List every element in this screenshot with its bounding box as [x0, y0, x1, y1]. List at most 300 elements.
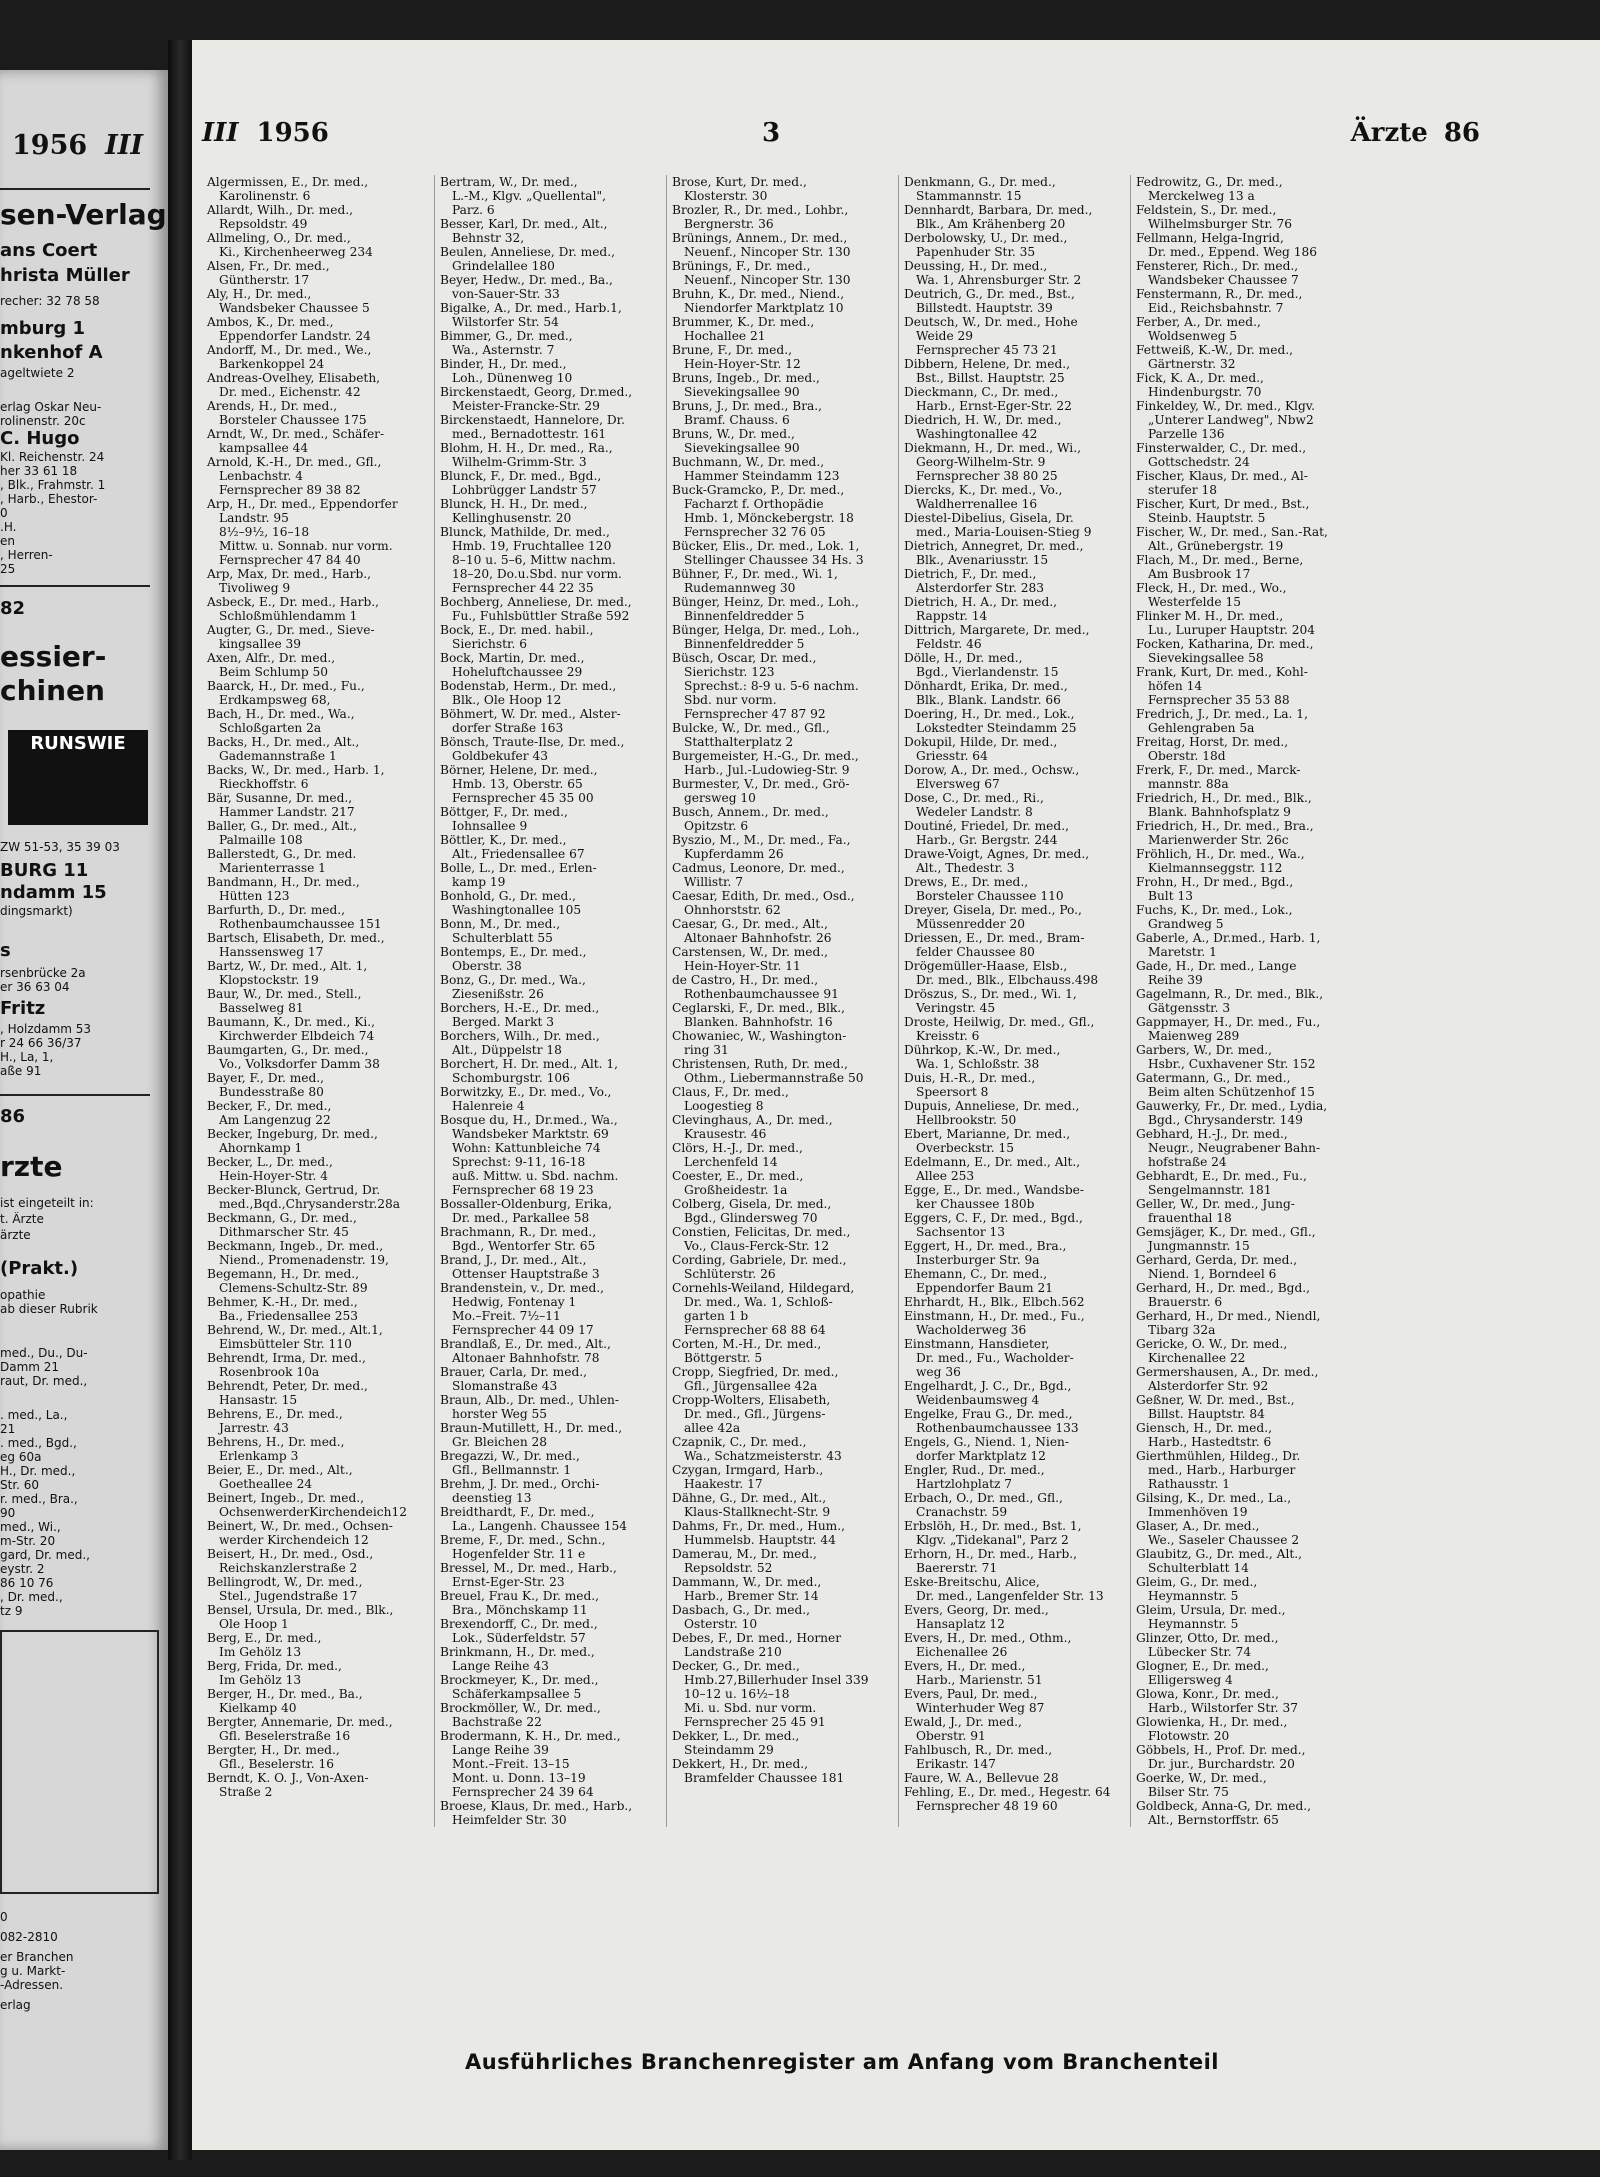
directory-entry: [1136, 525, 1357, 553]
entry-name: Gerhard, H., Dr. med., Bgd.,: [1136, 1281, 1311, 1295]
entry-name: Gagelmann, R., Dr. med., Blk.,: [1136, 987, 1324, 1001]
entry-name: Berger, H., Dr. med., Ba.,: [207, 1687, 363, 1701]
directory-entry: [207, 343, 429, 371]
entry-detail: Oberstr. 38: [452, 959, 522, 973]
directory-entry: [1136, 581, 1357, 609]
directory-entry: [1136, 1603, 1357, 1631]
directory-entry: [1136, 1799, 1357, 1827]
entry-detail: Brauerstr. 6: [1148, 1295, 1223, 1309]
directory-entry: [1136, 1421, 1357, 1449]
directory-entry: [207, 1463, 429, 1491]
entry-detail: Lübecker Str. 74: [1148, 1645, 1252, 1659]
directory-entry: [1136, 1547, 1357, 1575]
entry-name: Bruhn, K., Dr. med., Niend.,: [672, 287, 845, 301]
entry-detail: Repsoldstr. 49: [219, 217, 308, 231]
directory-entry: [904, 567, 1125, 595]
adjacent-page-text: ndamm 15: [0, 882, 107, 903]
entry-name: Chowaniec, W., Washington-: [672, 1029, 847, 1043]
directory-entry: [904, 1715, 1125, 1743]
directory-entry: [904, 763, 1125, 791]
directory-entry: [440, 1533, 661, 1561]
entry-detail: Eppendorfer Landstr. 24: [219, 329, 371, 343]
entry-name: Besser, Karl, Dr. med., Alt.,: [440, 217, 608, 231]
entry-name: Brandlaß, E., Dr. med., Alt.,: [440, 1337, 611, 1351]
entry-name: Allardt, Wilh., Dr. med.,: [207, 203, 354, 217]
entry-name: Ebert, Marianne, Dr. med.,: [904, 1127, 1071, 1141]
entry-name: Dorow, A., Dr. med., Ochsw.,: [904, 763, 1080, 777]
entry-name: Glogner, E., Dr. med.,: [1136, 1659, 1269, 1673]
directory-entry: [1136, 1071, 1357, 1099]
directory-entry: [904, 1743, 1125, 1771]
entry-name: Feldstein, S., Dr. med.,: [1136, 203, 1277, 217]
entry-detail: Weide 29: [916, 329, 974, 343]
entry-detail: Iohnsallee 9: [452, 819, 528, 833]
entry-detail: Bgd., Vierlandenstr. 15: [916, 665, 1059, 679]
entry-name: Engler, Rud., Dr. med.,: [904, 1463, 1045, 1477]
directory-entry: [904, 1771, 1125, 1785]
adjacent-page-text: essier-: [0, 640, 107, 673]
entry-detail: Wa. 1, Ahrensburger Str. 2: [916, 273, 1082, 287]
entry-detail: Alt., Thedestr. 3: [916, 861, 1015, 875]
directory-entry: [904, 1295, 1125, 1309]
entry-name: Bonhold, G., Dr. med.,: [440, 889, 577, 903]
directory-entry: [1136, 707, 1357, 735]
directory-entry: [672, 287, 893, 315]
entry-detail: Müssenredder 20: [916, 917, 1025, 931]
entry-name: Fettweiß, K.-W., Dr. med.,: [1136, 343, 1293, 357]
entry-name: Gade, H., Dr. med., Lange: [1136, 959, 1297, 973]
entry-detail: Haakestr. 17: [684, 1477, 763, 1491]
entry-detail: Grandweg 5: [1148, 917, 1224, 931]
entry-name: Baarck, H., Dr. med., Fu.,: [207, 679, 365, 693]
directory-entry: [1136, 1253, 1357, 1281]
entry-detail: Sierichstr. 6: [452, 637, 527, 651]
directory-entry: [440, 945, 661, 973]
entry-name: Brandenstein, v., Dr. med.,: [440, 1281, 605, 1295]
directory-entry: [904, 1239, 1125, 1267]
directory-entry: [904, 623, 1125, 651]
directory-entry: [207, 1575, 429, 1603]
entry-name: Bühner, F., Dr. med., Wi. 1,: [672, 567, 838, 581]
entry-detail: Goetheallee 24: [219, 1477, 313, 1491]
entry-name: Fenstermann, R., Dr. med.,: [1136, 287, 1303, 301]
entry-detail: Mo.–Freit. 7½–11: [452, 1309, 561, 1323]
adjacent-page-text: ageltwiete 2: [0, 366, 75, 380]
directory-entry: [440, 1113, 661, 1197]
entry-detail: Beim alten Schützenhof 15: [1148, 1085, 1315, 1099]
adjacent-page-text: ZW 51-53, 35 39 03: [0, 840, 120, 854]
entry-detail: Eppendorfer Baum 21: [916, 1281, 1053, 1295]
directory-entry: [904, 1379, 1125, 1407]
directory-entry: [440, 1701, 661, 1729]
entry-detail: Papenhuder Str. 35: [916, 245, 1036, 259]
directory-entry: [904, 385, 1125, 413]
entry-name: Evers, H., Dr. med., Othm.,: [904, 1631, 1072, 1645]
directory-entry: [440, 763, 661, 805]
entry-detail: Blk., Ole Hoop 12: [452, 693, 562, 707]
entry-detail: Blk., Blank. Landstr. 66: [916, 693, 1061, 707]
directory-entry: [1136, 903, 1357, 931]
adjacent-page-text: 90: [0, 1506, 16, 1520]
entry-detail: Fernsprecher 38 80 25: [916, 469, 1058, 483]
footer-notice: Ausführliches Branchenregister am Anfang vom Branchenteil: [464, 2050, 1220, 2074]
entry-detail: garten 1 b: [684, 1309, 749, 1323]
directory-entry: [440, 623, 661, 651]
entry-detail: Washingtonallee 42: [916, 427, 1038, 441]
directory-entry: [672, 721, 893, 749]
entry-detail: Vo., Claus-Ferck-Str. 12: [684, 1239, 830, 1253]
entry-detail: Alt., Friedensallee 67: [452, 847, 585, 861]
entry-name: Gleim, Ursula, Dr. med.,: [1136, 1603, 1286, 1617]
adjacent-page-text: opathie: [0, 1288, 46, 1302]
entry-detail: Gätgensstr. 3: [1148, 1001, 1231, 1015]
directory-entry: [440, 1001, 661, 1029]
entry-detail: Sievekingsallee 90: [684, 441, 800, 455]
entry-detail: Reihe 39: [1148, 973, 1203, 987]
entry-name: Blunck, H. H., Dr. med.,: [440, 497, 588, 511]
entry-detail: Dr. med., Eichenstr. 42: [219, 385, 361, 399]
entry-detail: Reichskanzlerstraße 2: [219, 1561, 358, 1575]
directory-entry: [440, 1057, 661, 1085]
entry-name: Dammann, W., Dr. med.,: [672, 1575, 822, 1589]
entry-detail: Georg-Wilhelm-Str. 9: [916, 455, 1046, 469]
entry-name: Buck-Gramcko, P., Dr. med.,: [672, 483, 845, 497]
entry-detail: Hedwig, Fontenay 1: [452, 1295, 577, 1309]
entry-name: Baumgarten, G., Dr. med.,: [207, 1043, 369, 1057]
directory-entry: [904, 1309, 1125, 1337]
directory-entry: [440, 1589, 661, 1617]
directory-entry: [1136, 231, 1357, 259]
directory-entry: [672, 1113, 893, 1141]
entry-detail: Dr. jur., Burchardstr. 20: [1148, 1757, 1295, 1771]
entry-detail: 18–20, Do.u.Sbd. nur vorm.: [452, 567, 622, 581]
entry-detail: Eimsbütteler Str. 110: [219, 1337, 352, 1351]
entry-detail: Beim Schlump 50: [219, 665, 329, 679]
entry-name: Brozler, R., Dr. med., Lohbr.,: [672, 203, 849, 217]
entry-detail: Mont.–Freit. 13–15: [452, 1757, 570, 1771]
entry-detail: Fernsprecher 68 19 23: [452, 1183, 594, 1197]
entry-detail: Gehlengraben 5a: [1148, 721, 1255, 735]
directory-entry: [440, 1617, 661, 1645]
entry-detail: Ahornkamp 1: [219, 1141, 303, 1155]
entry-name: Burgemeister, H.-G., Dr. med.,: [672, 749, 859, 763]
directory-entry: [672, 777, 893, 805]
entry-name: Evers, Georg, Dr. med.,: [904, 1603, 1049, 1617]
entry-name: Fedrowitz, G., Dr. med.,: [1136, 175, 1283, 189]
directory-entry: [440, 1225, 661, 1253]
directory-entry: [440, 273, 661, 301]
adjacent-page-text: BURG 11: [0, 860, 89, 881]
entry-name: Bünger, Heinz, Dr. med., Loh.,: [672, 595, 859, 609]
directory-entry: [440, 1477, 661, 1505]
entry-detail: Klopstockstr. 19: [219, 973, 319, 987]
directory-page: [192, 40, 1600, 2150]
directory-entry: [440, 357, 661, 385]
entry-detail: Bgd., Wentorfer Str. 65: [452, 1239, 596, 1253]
directory-entry: [672, 1491, 893, 1519]
entry-detail: Halenreie 4: [452, 1099, 525, 1113]
entry-detail: Bachstraße 22: [452, 1715, 542, 1729]
directory-entry: [207, 651, 429, 679]
entry-name: Faure, W. A., Bellevue 28: [904, 1771, 1059, 1785]
directory-entry: [207, 1323, 429, 1351]
directory-entry: [440, 525, 661, 595]
entry-detail: Kirchenallee 22: [1148, 1351, 1246, 1365]
page-header-left: [202, 118, 329, 148]
entry-detail: Sengelmannstr. 181: [1148, 1183, 1272, 1197]
directory-entry: [672, 917, 893, 945]
directory-entry: [904, 1631, 1125, 1659]
directory-entry: [904, 1407, 1125, 1435]
directory-entry: [1136, 1099, 1357, 1127]
entry-name: Einstmann, H., Dr. med., Fu.,: [904, 1309, 1085, 1323]
directory-entry: [672, 231, 893, 259]
directory-entry: [440, 1505, 661, 1533]
entry-name: Engels, G., Niend. 1, Nien-: [904, 1435, 1070, 1449]
entry-detail: Weidenbaumsweg 4: [916, 1393, 1040, 1407]
adjacent-page-text: hrista Müller: [0, 265, 130, 286]
entry-detail: Altonaer Bahnhofstr. 78: [452, 1351, 600, 1365]
entry-detail: Bra., Mönchskamp 11: [452, 1603, 588, 1617]
entry-name: Arends, H., Dr. med.,: [207, 399, 338, 413]
directory-entry: [207, 1379, 429, 1407]
entry-detail: Wa. 1, Schloßstr. 38: [916, 1057, 1040, 1071]
entry-detail: Overbeckstr. 15: [916, 1141, 1015, 1155]
entry-detail: Maienweg 289: [1148, 1029, 1240, 1043]
directory-entry: [207, 1155, 429, 1183]
directory-entry: [1136, 553, 1357, 581]
directory-entry: [1136, 1743, 1357, 1771]
entry-detail: Dr. med., Blk., Elbchauss.498: [916, 973, 1099, 987]
directory-entry: [904, 1099, 1125, 1127]
entry-detail: Sbd. nur vorm.: [684, 693, 777, 707]
entry-name: Cording, Gabriele, Dr. med.,: [672, 1253, 847, 1267]
entry-detail: Wandsbeker Marktstr. 69: [452, 1127, 609, 1141]
adjacent-page-text: 082-2810: [0, 1930, 58, 1944]
entry-name: Diedrich, H. W., Dr. med.,: [904, 413, 1062, 427]
directory-entry: [1136, 1365, 1357, 1393]
entry-name: Fick, K. A., Dr. med.,: [1136, 371, 1264, 385]
entry-detail: Güntherstr. 17: [219, 273, 310, 287]
entry-detail: Dr. med., Gfl., Jürgens-: [684, 1407, 826, 1421]
directory-entry: [904, 1267, 1125, 1295]
entry-name: Erbach, O., Dr. med., Gfl.,: [904, 1491, 1063, 1505]
entry-name: Ambos, K., Dr. med.,: [207, 315, 334, 329]
entry-detail: Sprechst: 9-11, 16-18: [452, 1155, 586, 1169]
entry-detail: Veringstr. 45: [916, 1001, 996, 1015]
entry-detail: Eichenallee 26: [916, 1645, 1008, 1659]
entry-name: Behrend, W., Dr. med., Alt.1,: [207, 1323, 383, 1337]
entry-name: Bünger, Helga, Dr. med., Loh.,: [672, 623, 860, 637]
directory-entry: [440, 595, 661, 623]
directory-entry: [904, 1603, 1125, 1631]
entry-detail: Fernsprecher 48 19 60: [916, 1799, 1058, 1813]
adjacent-page-text: Kl. Reichenstr. 24: [0, 450, 105, 464]
entry-name: Beckmann, G., Dr. med.,: [207, 1211, 357, 1225]
entry-name: Flach, M., Dr. med., Berne,: [1136, 553, 1304, 567]
entry-name: Ballerstedt, G., Dr. med.: [207, 847, 357, 861]
directory-entry: [904, 1155, 1125, 1183]
entry-detail: Bst., Billst. Hauptstr. 25: [916, 371, 1065, 385]
entry-name: Bücker, Elis., Dr. med., Lok. 1,: [672, 539, 860, 553]
entry-name: Baur, W., Dr. med., Stell.,: [207, 987, 362, 1001]
entry-name: Arndt, W., Dr. med., Schäfer-: [207, 427, 385, 441]
entry-name: Einstmann, Hansdieter,: [904, 1337, 1050, 1351]
directory-entry: [904, 511, 1125, 539]
directory-entry: [1136, 1281, 1357, 1309]
directory-entry: [672, 315, 893, 343]
entry-detail: Gr. Bleichen 28: [452, 1435, 548, 1449]
entry-detail: Hammer Landstr. 217: [219, 805, 355, 819]
directory-entry: [207, 1211, 429, 1239]
entry-detail: Bramf. Chauss. 6: [684, 413, 790, 427]
entry-detail: Wandsbeker Chaussee 7: [1148, 273, 1299, 287]
entry-detail: Osterstr. 10: [684, 1617, 758, 1631]
directory-entry: [207, 1183, 429, 1211]
entry-detail: Palmaille 108: [219, 833, 303, 847]
directory-entry: [207, 1603, 429, 1631]
directory-column: [666, 175, 898, 1827]
entry-detail: Hummelsb. Hauptstr. 44: [684, 1533, 836, 1547]
directory-entry: [904, 875, 1125, 903]
entry-name: Baumann, K., Dr. med., Ki.,: [207, 1015, 376, 1029]
entry-name: Friedrich, H., Dr. med., Bra.,: [1136, 819, 1314, 833]
directory-entry: [672, 567, 893, 595]
directory-entry: [207, 1519, 429, 1547]
entry-detail: Wilhelm-Grimm-Str. 3: [452, 455, 587, 469]
entry-detail: Meister-Francke-Str. 29: [452, 399, 600, 413]
entry-name: Fahlbusch, R., Dr. med.,: [904, 1743, 1053, 1757]
entry-detail: med., Maria-Louisen-Stieg 9: [916, 525, 1092, 539]
entry-detail: Tivoliweg 9: [219, 581, 291, 595]
directory-entry: [440, 679, 661, 707]
directory-entry: [207, 1743, 429, 1771]
entry-name: Claus, F., Dr. med.,: [672, 1085, 789, 1099]
directory-entry: [207, 399, 429, 427]
entry-name: Carstensen, W., Dr. med.,: [672, 945, 829, 959]
directory-entry: [207, 819, 429, 847]
entry-name: Corten, M.-H., Dr. med.,: [672, 1337, 822, 1351]
entry-detail: Lokstedter Steindamm 25: [916, 721, 1077, 735]
entry-detail: Dr. med., Eppend. Weg 186: [1148, 245, 1317, 259]
directory-entry: [207, 595, 429, 623]
entry-name: Bock, Martin, Dr. med.,: [440, 651, 585, 665]
directory-entry: [1136, 1715, 1357, 1743]
entry-detail: hofstraße 24: [1148, 1155, 1227, 1169]
entry-name: Bruns, J., Dr. med., Bra.,: [672, 399, 823, 413]
directory-entry: [672, 861, 893, 889]
directory-entry: [904, 259, 1125, 287]
entry-detail: Fernsprecher 44 09 17: [452, 1323, 594, 1337]
entry-detail: Schloßmühlendamm 1: [219, 609, 358, 623]
entry-name: Fischer, Klaus, Dr. med., Al-: [1136, 469, 1308, 483]
entry-detail: Kupferdamm 26: [684, 847, 784, 861]
entry-detail: Alt., Düppelstr 18: [452, 1043, 562, 1057]
adjacent-page-text: .H.: [0, 520, 17, 534]
entry-name: Breme, F., Dr. med., Schn.,: [440, 1533, 606, 1547]
directory-entry: [672, 1393, 893, 1435]
directory-entry: [440, 441, 661, 469]
directory-entry: [207, 875, 429, 903]
entry-name: Dasbach, G., Dr. med.,: [672, 1603, 811, 1617]
entry-detail: Mittw. u. Sonnab. nur vorm.: [219, 539, 393, 553]
entry-detail: Loogestieg 8: [684, 1099, 764, 1113]
directory-entry: [904, 735, 1125, 763]
directory-entry: [672, 1631, 893, 1659]
entry-detail: Kreisstr. 6: [916, 1029, 980, 1043]
directory-entry: [207, 497, 429, 567]
directory-entry: [1136, 1687, 1357, 1715]
entry-detail: Wedeler Landstr. 8: [916, 805, 1033, 819]
entry-detail: deenstieg 13: [452, 1491, 532, 1505]
directory-entry: [1136, 875, 1357, 903]
entry-name: Dekker, L., Dr. med.,: [672, 1729, 800, 1743]
entry-name: Decker, G., Dr. med.,: [672, 1659, 800, 1673]
adjacent-page-text: tz 9: [0, 1604, 23, 1618]
entry-name: Bandmann, H., Dr. med.,: [207, 875, 360, 889]
directory-entry: [672, 651, 893, 721]
entry-detail: Hammer Steindamm 123: [684, 469, 840, 483]
entry-detail: Blk., Avenariusstr. 15: [916, 553, 1049, 567]
entry-detail: Schomburgstr. 106: [452, 1071, 570, 1085]
entry-detail: Niend. 1, Borndeel 6: [1148, 1267, 1277, 1281]
entry-detail: Jungmannstr. 15: [1148, 1239, 1250, 1253]
adjacent-page-text: 21: [0, 1422, 16, 1436]
adjacent-page-text: , Dr. med.,: [0, 1590, 63, 1604]
entry-detail: Wandsbeker Chaussee 5: [219, 301, 370, 315]
entry-name: Dietrich, F., Dr. med.,: [904, 567, 1037, 581]
adjacent-page-text: -Adressen.: [0, 1978, 64, 1992]
entry-name: Birckenstaedt, Hannelore, Dr.: [440, 413, 625, 427]
entry-detail: Steinb. Hauptstr. 5: [1148, 511, 1266, 525]
adjacent-page-text: eystr. 2: [0, 1562, 45, 1576]
directory-entry: [440, 469, 661, 497]
entry-detail: Othm., Liebermannstraße 50: [684, 1071, 864, 1085]
adjacent-page-text: erlag Oskar Neu-: [0, 400, 102, 414]
directory-entry: [1136, 1337, 1357, 1365]
entry-name: Bach, H., Dr. med., Wa.,: [207, 707, 355, 721]
entry-name: Blunck, Mathilde, Dr. med.,: [440, 525, 610, 539]
entry-detail: Sachsentor 13: [916, 1225, 1006, 1239]
directory-entry: [440, 245, 661, 273]
entry-name: Dieckmann, C., Dr. med.,: [904, 385, 1059, 399]
directory-entry: [440, 1337, 661, 1365]
entry-name: Brehm, J. Dr. med., Orchi-: [440, 1477, 600, 1491]
directory-entry: [440, 1085, 661, 1113]
entry-detail: Hansaplatz 12: [916, 1617, 1005, 1631]
entry-detail: Tibarg 32a: [1148, 1323, 1216, 1337]
directory-entry: [207, 1547, 429, 1575]
entry-detail: Erlenkamp 3: [219, 1449, 299, 1463]
entry-name: Algermissen, E., Dr. med.,: [207, 175, 369, 189]
directory-entry: [440, 413, 661, 441]
entry-name: Gilsing, K., Dr. med., La.,: [1136, 1491, 1292, 1505]
entry-name: Arp, Max, Dr. med., Harb.,: [207, 567, 372, 581]
entry-name: Backs, H., Dr. med., Alt.,: [207, 735, 360, 749]
entry-name: Dähne, G., Dr. med., Alt.,: [672, 1491, 827, 1505]
entry-detail: Winterhuder Weg 87: [916, 1701, 1045, 1715]
entry-detail: med., Harb., Harburger: [1148, 1463, 1296, 1477]
entry-name: Gericke, O. W., Dr. med.,: [1136, 1337, 1288, 1351]
entry-name: Gemsjäger, K., Dr. med., Gfl.,: [1136, 1225, 1316, 1239]
directory-entry: [904, 679, 1125, 707]
entry-detail: Billstedt. Hauptstr. 39: [916, 301, 1053, 315]
directory-columns: [202, 175, 1362, 1827]
entry-name: Dölle, H., Dr. med.,: [904, 651, 1023, 665]
adjacent-page-text: recher: 32 78 58: [0, 294, 100, 308]
entry-detail: Heymannstr. 5: [1148, 1617, 1239, 1631]
directory-entry: [440, 1645, 661, 1673]
